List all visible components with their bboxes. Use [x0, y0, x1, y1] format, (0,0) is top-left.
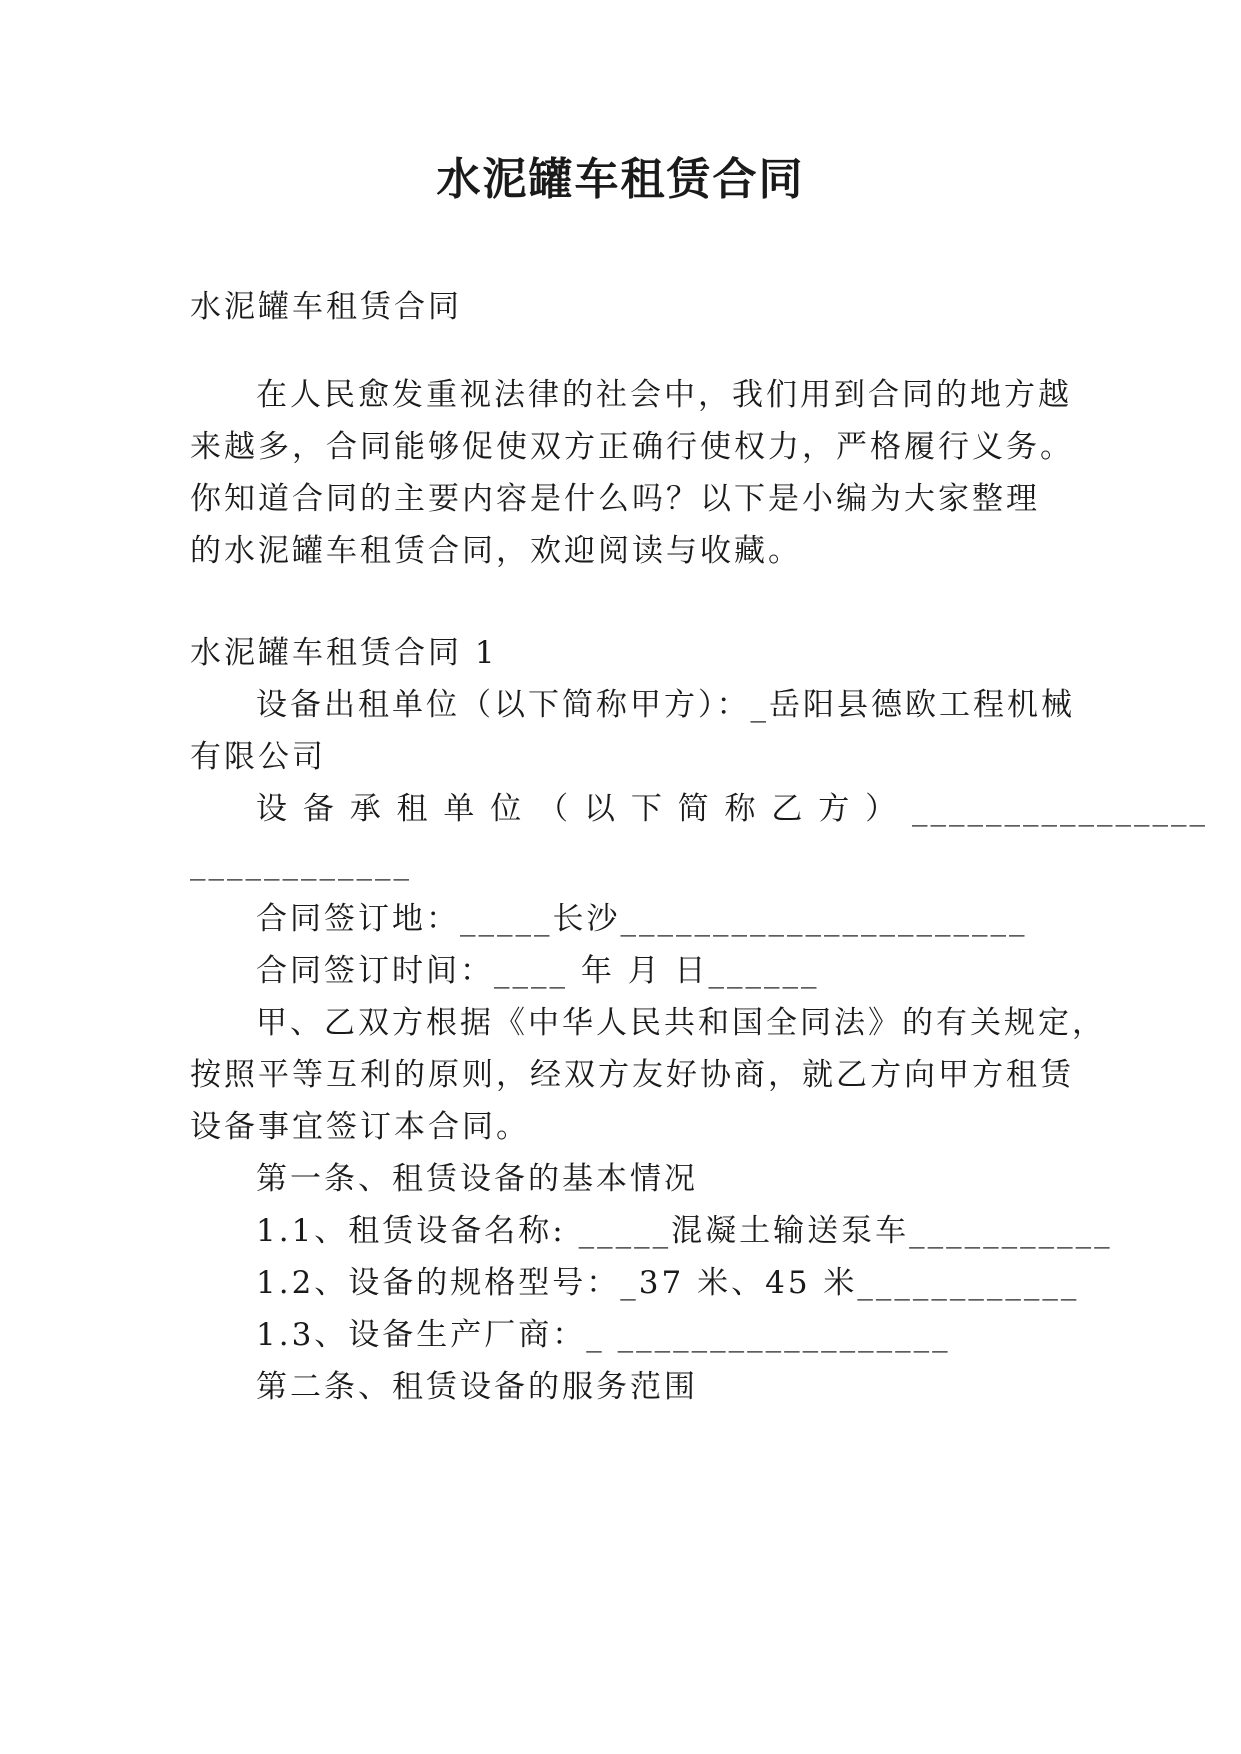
- preamble-line-3: 设备事宜签订本合同。: [190, 1109, 530, 1145]
- signing-place-line: 合同签订地：_____长沙______________________: [256, 901, 1028, 937]
- intro-line-2: 来越多，合同能够促使双方正确行使权力，严格履行义务。: [190, 429, 1074, 465]
- preamble-line-2: 按照平等互利的原则，经双方友好协商，就乙方向甲方租赁: [190, 1057, 1074, 1093]
- article-1-heading: 第一条、租赁设备的基本情况: [256, 1161, 698, 1197]
- clause-1-2: 1.2、设备的规格型号：_37 米、45 米____________: [256, 1265, 1080, 1301]
- subtitle-line: 水泥罐车租赁合同: [190, 289, 462, 325]
- preamble-line-1: 甲、乙双方根据《中华人民共和国全同法》的有关规定，: [256, 1005, 1106, 1041]
- document-title: 水泥罐车租赁合同: [436, 154, 805, 205]
- intro-line-3: 你知道合同的主要内容是什么吗？以下是小编为大家整理: [190, 481, 1040, 517]
- signing-date-line: 合同签订时间：____ 年 月 日______: [256, 953, 820, 989]
- contract-heading: 水泥罐车租赁合同 1: [190, 635, 498, 671]
- lessor-line-2: 有限公司: [190, 739, 326, 775]
- intro-line-1: 在人民愈发重视法律的社会中，我们用到合同的地方越: [256, 377, 1072, 413]
- intro-line-4: 的水泥罐车租赁合同，欢迎阅读与收藏。: [190, 533, 802, 569]
- clause-1-1: 1.1、租赁设备名称: _____混凝土输送泵车___________: [256, 1213, 1113, 1249]
- clause-1-3: 1.3、设备生产厂商：_ __________________: [256, 1317, 951, 1353]
- lessee-line-1: 设 备 承 租 单 位 （ 以 下 简 称 乙 方 ） ________________: [256, 791, 1208, 827]
- lessor-line-1: 设备出租单位（以下简称甲方）：_岳阳县德欧工程机械: [256, 687, 1075, 723]
- article-2-heading: 第二条、租赁设备的服务范围: [256, 1369, 698, 1405]
- lessee-line-2: ____________: [190, 845, 412, 881]
